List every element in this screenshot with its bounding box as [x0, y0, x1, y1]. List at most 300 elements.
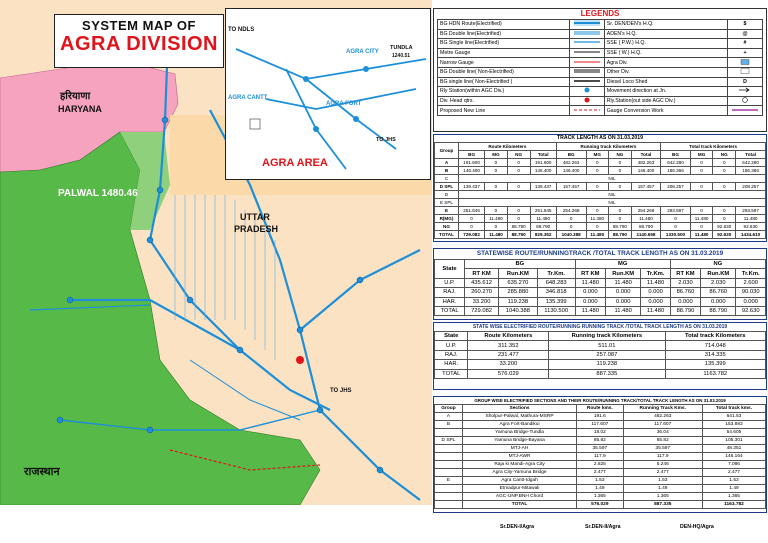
ge-value-cell: 105.301 — [702, 437, 765, 445]
tl-value-cell: 0 — [713, 167, 736, 175]
table-row — [435, 485, 766, 493]
tl-value-cell: 0 — [586, 183, 608, 191]
se-value-cell: 135.399 — [665, 360, 765, 369]
ge-value-cell: Agra Fort-Bandikui — [462, 421, 576, 429]
sw-state-cell: HAR. — [435, 297, 465, 306]
legend-symbol-dbl-icon — [569, 29, 604, 39]
tl-subheader: NG — [507, 151, 530, 159]
tl-value-cell: 0 — [690, 183, 712, 191]
tl-value-cell: 11.480 — [736, 215, 766, 223]
legend-row — [438, 58, 763, 68]
tl-value-cell: 251.645 — [530, 207, 556, 215]
legend-symbol-hq-icon — [569, 96, 604, 106]
ge-value-cell: 2.625 — [577, 461, 623, 469]
se-state-cell: HAR. — [435, 360, 468, 369]
table-row — [435, 215, 766, 223]
tl-value-cell: 0 — [507, 183, 530, 191]
ge-value-cell: 146.164 — [702, 453, 765, 461]
sw-subheader: RT KM — [575, 269, 605, 278]
tl-group-cell: E SPL — [435, 199, 459, 207]
legend-table — [437, 19, 763, 116]
table-row — [435, 207, 766, 215]
legend-symbol-conv-icon — [728, 106, 763, 116]
agra-area-title: AGRA AREA — [262, 157, 328, 169]
ge-value-cell: 2.477 — [623, 469, 702, 477]
ge-header: Route kms. — [577, 405, 623, 413]
se-value-cell: 311.352 — [468, 341, 549, 350]
sw-value-cell: 33.200 — [465, 297, 499, 306]
statewise-caption: STATEWISE ROUTE/RUNNINGTRACK /TOTAL TRACK LENGTH AS ON 31.03.2019 — [476, 250, 724, 257]
table-row — [435, 429, 766, 437]
ge-value-cell: TOTAL — [462, 501, 576, 509]
sw-bg-header: BG — [465, 260, 576, 269]
legend-label: SSE ( W.) H.Q. — [604, 48, 727, 58]
tl-value-cell: 729.082 — [458, 231, 484, 239]
tl-subheader: Total — [530, 151, 556, 159]
se-value-cell: 33.200 — [468, 360, 549, 369]
legend-row — [438, 106, 763, 116]
track-length-table — [434, 142, 766, 239]
table-row — [435, 191, 766, 199]
ge-group-cell — [435, 485, 463, 493]
ge-group-cell: D SPL — [435, 437, 463, 445]
ge-value-cell: 191.6 — [577, 413, 623, 421]
sw-value-cell: 92.630 — [736, 306, 766, 315]
ge-value-cell: Yamuna Bridge-Tundla — [462, 429, 576, 437]
tl-value-cell: 0 — [661, 223, 691, 231]
table-row — [435, 421, 766, 429]
legend-row — [438, 67, 763, 77]
track-length-caption: TRACK LENGTH AS ON 31.03.2019 — [556, 135, 643, 141]
sw-subheader: Tr.Km. — [537, 269, 575, 278]
ge-value-cell: Yamuna Bridge-Bayana — [462, 437, 576, 445]
tl-subheader: MG — [485, 151, 507, 159]
legend-symbol-box-blue-icon — [728, 58, 763, 68]
tl-value-cell: 139.437 — [458, 183, 484, 191]
tl-value-cell: 191.600 — [530, 159, 556, 167]
table-row — [435, 223, 766, 231]
legend-symbol-mg-icon — [569, 48, 604, 58]
ge-group-cell: B — [435, 421, 463, 429]
tl-group-cell: E — [435, 207, 459, 215]
tl-value-cell: 0 — [690, 159, 712, 167]
legend-label: BG HDN Route(Electrified) — [438, 20, 570, 30]
legend-symbol: # — [728, 39, 763, 49]
sw-value-cell: 729.082 — [465, 306, 499, 315]
tl-value-cell: 0 — [485, 223, 507, 231]
tl-value-cell: 0 — [608, 207, 631, 215]
sw-value-cell: 88.790 — [670, 306, 700, 315]
tl-value-cell: 11.480 — [631, 215, 660, 223]
tl-value-cell: 254.268 — [556, 207, 586, 215]
ge-value-cell: 18.02 — [577, 429, 623, 437]
state-electrified-caption: STATE WISE ELECTRIFIED ROUTE/RUNNING RUNNING TRACK /TOTAL TRACK LENGTH AS ON 31.03.2019 — [472, 324, 728, 330]
sw-value-cell: 0.000 — [606, 288, 641, 297]
se-state-cell: TOTAL — [435, 369, 468, 378]
tl-total-header: Total track Kilometers — [661, 143, 766, 151]
se-value-cell: 314.335 — [665, 350, 765, 359]
state-electrified-table — [434, 331, 766, 379]
tl-group-cell: C — [435, 175, 459, 183]
ge-value-cell: 1163.782 — [702, 501, 765, 509]
legend-row — [438, 48, 763, 58]
label-tundla-km: 1240.51 — [392, 53, 411, 59]
ge-value-cell: 482.263 — [623, 413, 702, 421]
label-tundla: TUNDLA — [390, 45, 413, 51]
tl-value-cell: 191.600 — [458, 159, 484, 167]
sw-subheader: RT KM — [465, 269, 499, 278]
ge-group-cell — [435, 453, 463, 461]
legend-label: BG Single line(Electrified) — [438, 39, 570, 49]
sw-value-cell: 1040.388 — [499, 306, 538, 315]
tl-value-cell: 0 — [485, 207, 507, 215]
tl-value-cell: 482.263 — [556, 159, 586, 167]
tl-value-cell: 0 — [586, 159, 608, 167]
tl-subheader: Total — [736, 151, 766, 159]
group-electrified-caption: GROUP WISE ELECTRIFIED SECTIONS AND THEIR ROUTE/RUNNING TRACK/TOTAL TRACK LENGTH AS ON 31.03.2019 — [474, 398, 726, 403]
legend-symbol-box-white-icon — [728, 67, 763, 77]
table-row — [435, 306, 766, 315]
footer-sign-3: DEN-HQ/Agra — [680, 524, 714, 530]
sw-value-cell: 648.283 — [537, 278, 575, 287]
ge-value-cell: 7.086 — [702, 461, 765, 469]
ge-value-cell: 1.365 — [577, 493, 623, 501]
ge-group-cell — [435, 493, 463, 501]
ge-group-cell — [435, 445, 463, 453]
legend-label: ADEN's H.Q. — [604, 29, 727, 39]
label-agra-cantt: AGRA CANTT — [228, 95, 268, 101]
tl-group-cell: D SPL — [435, 183, 459, 191]
sw-value-cell: 0.000 — [606, 297, 641, 306]
label-pradesh: PRADESH — [234, 224, 279, 234]
ge-value-cell: 35.597 — [623, 445, 702, 453]
sw-value-cell: 285.880 — [499, 288, 538, 297]
tl-value-cell: 11.480 — [485, 231, 507, 239]
legend-symbol: @ — [728, 29, 763, 39]
legend-row — [438, 77, 763, 87]
table-row — [435, 477, 766, 485]
legend-symbol: + — [728, 48, 763, 58]
ge-value-cell: Agra Cantt-Idgah — [462, 477, 576, 485]
table-row — [435, 350, 766, 359]
sw-state-cell: RAJ. — [435, 288, 465, 297]
sw-state-cell: U.P. — [435, 278, 465, 287]
sw-value-cell: 86.760 — [670, 288, 700, 297]
legend-label: Proposed New Line — [438, 106, 570, 116]
ge-value-cell: AGC-UNP.BNH Chord — [462, 493, 576, 501]
ge-value-cell: 1.49 — [623, 485, 702, 493]
tl-value-cell: 829.352 — [530, 231, 556, 239]
tl-nil-cell: NIL — [458, 199, 765, 207]
label-palwal: PALWAL 1480.46 — [58, 188, 138, 199]
legend-label: Metre Gauge — [438, 48, 570, 58]
ge-value-cell: Raja ki Mandi-Agra City — [462, 461, 576, 469]
legend-label: Rly.Station(out side AGC Div.) — [604, 96, 727, 106]
sw-value-cell: 11.480 — [641, 306, 670, 315]
table-row — [435, 469, 766, 477]
table-row — [435, 288, 766, 297]
tl-route-header: Route Kilometers — [458, 143, 556, 151]
tl-group-cell: A — [435, 159, 459, 167]
tl-value-cell: 0 — [608, 183, 631, 191]
tl-value-cell: 0 — [608, 159, 631, 167]
ge-value-cell: 35.597 — [577, 445, 623, 453]
footer-sign-2: Sr.DEN-II/Agra — [585, 524, 621, 530]
tl-value-cell: 0 — [458, 223, 484, 231]
ge-value-cell: MTJ-AH — [462, 445, 576, 453]
tl-value-cell: 254.268 — [631, 207, 660, 215]
sw-value-cell: 435.612 — [465, 278, 499, 287]
ge-value-cell: 1.49 — [702, 485, 765, 493]
legend-title: LEGENDS — [580, 9, 620, 18]
ge-group-cell — [435, 501, 463, 509]
se-state-cell: U.P. — [435, 341, 468, 350]
se-header: Route Kilometers — [468, 332, 549, 341]
label-rajasthan-hindi: राजस्थान — [24, 465, 60, 478]
se-value-cell: 714.048 — [665, 341, 765, 350]
se-value-cell: 231.477 — [468, 350, 549, 359]
tl-value-cell: 146.400 — [458, 167, 484, 175]
tl-group-cell: R(MG) — [435, 215, 459, 223]
tl-value-cell: 251.645 — [458, 207, 484, 215]
legend-label: Agra Div. — [604, 58, 727, 68]
title-box — [54, 14, 224, 68]
tl-value-cell: 642.280 — [661, 159, 691, 167]
table-row — [435, 461, 766, 469]
se-header: Running track Kilometers — [549, 332, 665, 341]
ge-value-cell: 1.53 — [702, 477, 765, 485]
tl-value-cell: 1434.610 — [736, 231, 766, 239]
ge-header: Total track kms. — [702, 405, 765, 413]
sw-value-cell: 0.000 — [575, 288, 605, 297]
se-value-cell: 576.029 — [468, 369, 549, 378]
tl-value-cell: 11.480 — [586, 215, 608, 223]
legend-row — [438, 96, 763, 106]
legend-row — [438, 29, 763, 39]
tl-value-cell: 0 — [507, 159, 530, 167]
ge-value-cell: 1.365 — [702, 493, 765, 501]
tl-value-cell: 0 — [507, 207, 530, 215]
sw-value-cell: 0.000 — [736, 297, 766, 306]
ge-value-cell: 5.246 — [623, 461, 702, 469]
tl-subheader: BG — [458, 151, 484, 159]
table-row — [435, 493, 766, 501]
sw-value-cell: 635.270 — [499, 278, 538, 287]
ge-header: Group — [435, 405, 463, 413]
sw-value-cell: 88.790 — [701, 306, 736, 315]
ge-value-cell: Etmadpur-Mitawali — [462, 485, 576, 493]
ge-group-cell — [435, 469, 463, 477]
div-hq-marker — [296, 356, 304, 364]
tl-value-cell: 0 — [586, 223, 608, 231]
ge-value-cell: 2.477 — [702, 469, 765, 477]
se-header: State — [435, 332, 468, 341]
table-row — [435, 231, 766, 239]
table-row — [435, 278, 766, 287]
sw-value-cell: 0.000 — [575, 297, 605, 306]
legend-row — [438, 20, 763, 30]
legend-label: Other Div. — [604, 67, 727, 77]
legend-label: Diesel Loco Shed — [604, 77, 727, 87]
tl-value-cell: 146.400 — [556, 167, 586, 175]
label-uttar: UTTAR — [240, 212, 270, 222]
ge-value-cell: 54.605 — [702, 429, 765, 437]
sw-subheader: Tr.Km. — [736, 269, 766, 278]
legend-symbol: $ — [728, 20, 763, 30]
tl-value-cell: 482.263 — [631, 159, 660, 167]
sw-value-cell: 1130.500 — [537, 306, 575, 315]
legend-row — [438, 87, 763, 97]
ge-value-cell: 48.351 — [702, 445, 765, 453]
sw-value-cell: 2.030 — [670, 278, 700, 287]
agra-area-inset — [225, 8, 431, 180]
legend-symbol-hdn-icon — [569, 20, 604, 30]
label-to-ndls: TO NDLS — [228, 27, 255, 33]
legend-symbol-ng-icon — [569, 58, 604, 68]
table-row — [435, 413, 766, 421]
se-value-cell: 119.238 — [549, 360, 665, 369]
tl-value-cell: 88.790 — [631, 223, 660, 231]
table-row — [435, 501, 766, 509]
legend-label: BG single line( Non-Electrified ) — [438, 77, 570, 87]
table-row — [435, 453, 766, 461]
tl-value-cell: 208.257 — [661, 183, 691, 191]
sw-subheader: Run.KM — [701, 269, 736, 278]
group-electrified-table — [434, 404, 766, 509]
legend-row — [438, 39, 763, 49]
legend-symbol-dbl-ne-icon — [569, 67, 604, 77]
footer-sign-1: Sr.DEN-I/Agra — [500, 524, 535, 530]
tl-value-cell: 0 — [713, 215, 736, 223]
tl-value-cell: 0 — [713, 159, 736, 167]
table-row — [435, 199, 766, 207]
tl-value-cell: 11.480 — [485, 215, 507, 223]
tl-subheader: MG — [586, 151, 608, 159]
tl-value-cell: 11.480 — [530, 215, 556, 223]
tl-value-cell: 0 — [485, 159, 507, 167]
sw-value-cell: 2.600 — [736, 278, 766, 287]
sw-state-cell: TOTAL — [435, 306, 465, 315]
tl-value-cell: 0 — [690, 167, 712, 175]
ge-value-cell: 1.53 — [577, 477, 623, 485]
tl-value-cell: 157.457 — [631, 183, 660, 191]
legend-symbol-sgl-ne-icon — [569, 77, 604, 87]
sw-value-cell: 90.030 — [736, 288, 766, 297]
sw-value-cell: 11.480 — [606, 306, 641, 315]
agra-area-canvas — [226, 9, 430, 179]
tl-value-cell: 293.597 — [661, 207, 691, 215]
ge-header: Sections — [462, 405, 576, 413]
sw-value-cell: 11.480 — [575, 306, 605, 315]
ge-value-cell: 85.82 — [577, 437, 623, 445]
tl-value-cell: 146.400 — [631, 167, 660, 175]
legend-label: BG Double line( Non-Electrified) — [438, 67, 570, 77]
tl-subheader: Total — [631, 151, 660, 159]
tl-group-cell: B — [435, 167, 459, 175]
tl-value-cell: 88.790 — [608, 231, 631, 239]
tl-value-cell: 92.630 — [713, 231, 736, 239]
tl-value-cell: 139.437 — [530, 183, 556, 191]
table-row — [435, 341, 766, 350]
legend-panel — [433, 8, 767, 132]
tl-value-cell: 1330.500 — [661, 231, 691, 239]
ge-group-cell: E — [435, 477, 463, 485]
track-length-panel — [433, 134, 767, 242]
label-to-jhs-main: TO JHS — [330, 388, 352, 394]
sw-mg-header: MG — [575, 260, 670, 269]
table-row — [435, 437, 766, 445]
legend-label: Rly Station(within AGC Div.) — [438, 87, 570, 97]
sw-value-cell: 135.399 — [537, 297, 575, 306]
table-row — [435, 297, 766, 306]
tl-value-cell: 88.790 — [530, 223, 556, 231]
tl-value-cell: 11.480 — [690, 215, 712, 223]
sw-value-cell: 0.000 — [701, 297, 736, 306]
sw-value-cell: 0.000 — [641, 297, 670, 306]
legend-symbol-new-icon — [569, 106, 604, 116]
tl-value-cell: 0 — [458, 215, 484, 223]
tl-value-cell: 293.597 — [736, 207, 766, 215]
ge-value-cell: MTJ-AWR — [462, 453, 576, 461]
tl-value-cell: 0 — [507, 167, 530, 175]
legend-symbol-sgl-icon — [569, 39, 604, 49]
tl-value-cell: 0 — [556, 223, 586, 231]
ge-value-cell: 641.53 — [702, 413, 765, 421]
legend-label: Gauge Conversion Work — [604, 106, 727, 116]
sw-value-cell: 346.818 — [537, 288, 575, 297]
map-title-line1: SYSTEM MAP OF — [82, 18, 196, 33]
se-value-cell: 257.087 — [549, 350, 665, 359]
legend-label: Movement direction at Jn. — [604, 87, 727, 97]
tl-value-cell: 186.366 — [736, 167, 766, 175]
ge-value-cell: 153.883 — [702, 421, 765, 429]
tl-nil-cell: NIL — [458, 191, 765, 199]
label-agra-fort: AGRA FORT — [326, 101, 362, 107]
sw-value-cell: 119.238 — [499, 297, 538, 306]
sw-value-cell: 260.270 — [465, 288, 499, 297]
label-agra-city: AGRA CITY — [346, 49, 379, 55]
ge-value-cell: 2.477 — [577, 469, 623, 477]
se-value-cell: 511.01 — [549, 341, 665, 350]
tl-value-cell: 88.790 — [608, 223, 631, 231]
sw-subheader: Tr.Km. — [641, 269, 670, 278]
tl-value-cell: 0 — [690, 223, 712, 231]
legend-label: SSE ( P.W.) H.Q. — [604, 39, 727, 49]
table-row — [435, 445, 766, 453]
tl-subheader: MG — [690, 151, 712, 159]
ge-value-cell: 117.607 — [623, 421, 702, 429]
tl-value-cell: 92.630 — [713, 223, 736, 231]
sw-subheader: Run.KM — [499, 269, 538, 278]
state-electrified-panel — [433, 322, 767, 390]
table-row — [435, 159, 766, 167]
sw-value-cell: 0.000 — [670, 297, 700, 306]
table-row — [435, 369, 766, 378]
tl-value-cell: 88.790 — [507, 231, 530, 239]
tl-value-cell: 0 — [586, 207, 608, 215]
tl-value-cell: 0 — [556, 215, 586, 223]
tl-value-cell: 11.480 — [690, 231, 712, 239]
tl-value-cell: 157.457 — [556, 183, 586, 191]
label-haryana: HARYANA — [58, 104, 102, 114]
tl-value-cell: 146.400 — [530, 167, 556, 175]
tl-value-cell: 642.280 — [736, 159, 766, 167]
group-electrified-panel — [433, 396, 767, 513]
map-bottom-margin — [0, 505, 432, 543]
sw-value-cell: 0.000 — [641, 288, 670, 297]
tl-value-cell: 186.366 — [661, 167, 691, 175]
se-value-cell: 887.335 — [549, 369, 665, 378]
